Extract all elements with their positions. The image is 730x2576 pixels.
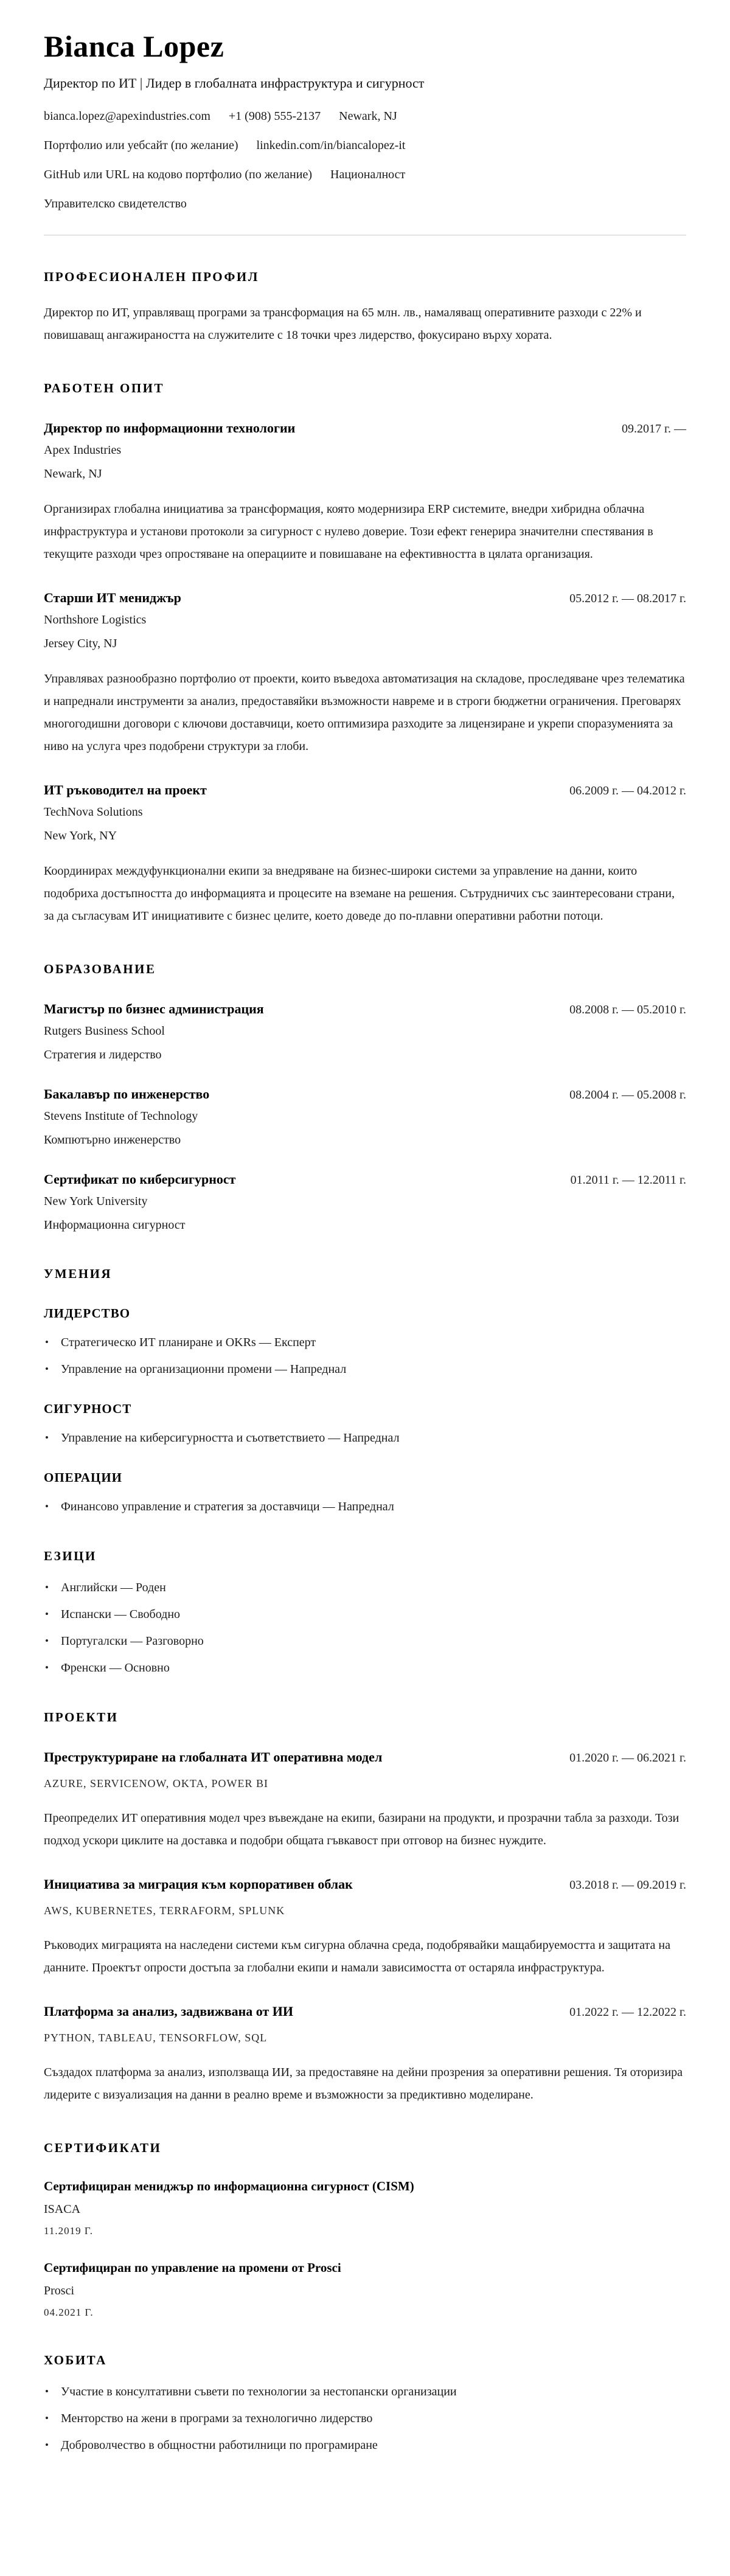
- section-experience: [44, 381, 686, 928]
- education-dates: 01.2011 г. — 12.2011 г.: [570, 1173, 686, 1187]
- section-title-skills: УМЕНИЯ: [44, 1266, 113, 1281]
- certificate-date: 04.2021 Г.: [44, 2307, 94, 2318]
- hobby-item: • Участие в консултативни съвети по технологии за нестопански организации: [44, 2384, 686, 2400]
- contact-portfolio: Портфолио или уебсайт (по желание): [44, 139, 238, 152]
- hobby-item: • Доброволчество в общностни работилници по програмиране: [44, 2437, 686, 2453]
- project-tech: PYTHON, TABLEAU, TENSORFLOW, SQL: [44, 2032, 268, 2044]
- section-hobbies: [44, 2353, 686, 2453]
- job-location: New York, NY: [44, 829, 117, 842]
- job-company: Apex Industries: [44, 443, 122, 457]
- education-school: Stevens Institute of Technology: [44, 1109, 198, 1123]
- section-projects: [44, 1710, 686, 2106]
- job-header: [44, 420, 686, 436]
- section-title-languages: ЕЗИЦИ: [44, 1549, 97, 1563]
- contact-github: GitHub или URL на кодово портфолио (по желание): [44, 168, 312, 181]
- education-entry: [44, 1172, 686, 1232]
- section-title-hobbies: ХОБИТА: [44, 2353, 107, 2367]
- job-header: [44, 590, 686, 606]
- contact-info: [44, 108, 686, 212]
- skill-item: • Стратегическо ИТ планиране и OKRs — Експерт: [44, 1335, 686, 1350]
- contact-phone: +1 (908) 555-2137: [228, 109, 321, 123]
- job-company: TechNova Solutions: [44, 805, 143, 819]
- education-degree: Магистър по бизнес администрация: [44, 1001, 264, 1016]
- project-dates: 03.2018 г. — 09.2019 г.: [569, 1878, 686, 1892]
- job-title: ИТ ръководител на проект: [44, 782, 207, 797]
- contact-linkedin: linkedin.com/in/biancalopez-it: [256, 139, 406, 152]
- certificate-issuer: Prosci: [44, 2284, 74, 2297]
- education-dates: 08.2008 г. — 05.2010 г.: [569, 1003, 686, 1016]
- resume-header: [44, 29, 686, 212]
- skill-item: • Управление на организационни промени — Напреднал: [44, 1361, 686, 1377]
- project-dates: 01.2022 г. — 12.2022 г.: [569, 2005, 686, 2019]
- contact-license: Управителско свидетелство: [44, 197, 187, 210]
- education-degree: Сертификат по киберсигурност: [44, 1172, 236, 1187]
- job-dates: 05.2012 г. — 08.2017 г.: [569, 592, 686, 605]
- contact-nationality: Националност: [330, 168, 406, 181]
- education-entry: [44, 1086, 686, 1147]
- project-description: Преопределих ИТ оперативния модел чрез въвеждане на екипи, базирани на продукти, и прозрачни табла за разходи. Този подход ускори циклите на доставка и подобри общата гъвкавост при отговор на бизнес нуждите.: [44, 1811, 680, 1847]
- section-title-projects: ПРОЕКТИ: [44, 1710, 119, 1724]
- education-school: Rutgers Business School: [44, 1024, 165, 1038]
- certificate-issuer: ISACA: [44, 2203, 81, 2216]
- education-entry: [44, 1001, 686, 1062]
- project-header: [44, 2004, 686, 2019]
- project-name: Преструктуриране на глобалната ИТ оперативна модел: [44, 1749, 383, 1765]
- skill-group-title: СИГУРНОСТ: [44, 1401, 132, 1416]
- contact-row-3: [44, 167, 686, 182]
- language-item: • Френски — Основно: [44, 1660, 686, 1676]
- education-degree: Бакалавър по инженерство: [44, 1086, 210, 1102]
- section-profile: [44, 269, 686, 347]
- contact-location: Newark, NJ: [339, 109, 397, 123]
- job-location: Newark, NJ: [44, 467, 102, 481]
- section-certificates: [44, 2140, 686, 2319]
- resume-tagline: Директор по ИТ | Лидер в глобалната инфраструктура и сигурност: [44, 75, 425, 91]
- skill-item: • Финансово управление и стратегия за доставчици — Напреднал: [44, 1499, 686, 1515]
- section-languages: [44, 1549, 686, 1676]
- job-company: Northshore Logistics: [44, 613, 147, 627]
- skill-list: [44, 1335, 686, 1377]
- certificate-name: Сертифициран по управление на промени от Prosci: [44, 2260, 341, 2275]
- section-title-profile: ПРОФЕСИОНАЛЕН ПРОФИЛ: [44, 269, 259, 284]
- section-title-education: ОБРАЗОВАНИЕ: [44, 962, 156, 976]
- skill-group-title: ЛИДЕРСТВО: [44, 1306, 131, 1321]
- education-field: Информационна сигурност: [44, 1218, 186, 1232]
- job-title: Старши ИТ мениджър: [44, 590, 181, 605]
- language-item: • Португалски — Разговорно: [44, 1633, 686, 1649]
- skill-group-leadership: [44, 1306, 686, 1377]
- certificate-name: Сертифициран мениджър по информационна сигурност (CISM): [44, 2179, 414, 2193]
- profile-summary: Директор по ИТ, управляващ програми за трансформация на 65 млн. лв., намаляващ оперативните разходи с 22% и повишаващ ангажираността на служителите с 18 точки чрез лидерство, фокусирано върху хората.: [44, 306, 642, 342]
- job-entry: [44, 420, 686, 566]
- project-name: Инициатива за миграция към корпоративен облак: [44, 1876, 353, 1892]
- job-dates: 09.2017 г. —: [622, 422, 686, 436]
- education-field: Компютърно инженерство: [44, 1133, 181, 1147]
- resume-name: Bianca Lopez: [44, 29, 224, 63]
- certificate-entry: [44, 2179, 686, 2237]
- skill-group-security: [44, 1401, 686, 1446]
- skill-list: [44, 1499, 686, 1515]
- job-entry: [44, 782, 686, 928]
- section-skills: [44, 1266, 686, 1515]
- job-location: Jersey City, NJ: [44, 637, 117, 650]
- section-education: [44, 962, 686, 1232]
- language-list: [44, 1580, 686, 1676]
- job-entry: [44, 590, 686, 758]
- project-description: Създадох платформа за анализ, използваща ИИ, за предоставяне на дейни прозрения за оперативни решения. Тя оторизира лидерите с визуализация на данни в реално време и възможности за предиктивно моделиране.: [44, 2066, 683, 2102]
- certificate-entry: [44, 2260, 686, 2319]
- language-item: • Испански — Свободно: [44, 1606, 686, 1622]
- project-tech: AWS, KUBERNETES, TERRAFORM, SPLUNK: [44, 1904, 285, 1917]
- contact-row-2: [44, 137, 686, 153]
- job-description: Координирах междуфункционални екипи за внедряване на бизнес-широки системи за управление на данни, които подобриха достъпността до информацията и процесите на вземане на решения. Сътрудничих със заинтересовани страни, за да съгласувам ИТ инициативите с бизнес целите, което доведе до по-плавни оперативни работни потоци.: [44, 864, 675, 923]
- job-description: Организирах глобална инициатива за трансформация, която модернизира ERP системите, внедри хибридна облачна инфраструктура и установи протоколи за сигурност с нулево доверие. Този ефект генерира значителни спестявания в текущите разходи чрез опростяване на операциите и повишаване на ефективността в цялата организация.: [44, 502, 653, 561]
- education-header: [44, 1086, 686, 1102]
- project-entry: [44, 2004, 686, 2106]
- project-description: Ръководих миграцията на наследени системи към сигурна облачна среда, подобрявайки мащабируемостта и защитата на данните. Проектът опрости достъпа за глобални екипи и намали зависимостта от остаряла инфраструктура.: [44, 1939, 670, 1974]
- education-school: New York University: [44, 1195, 148, 1208]
- certificate-date: 11.2019 Г.: [44, 2225, 94, 2237]
- project-header: [44, 1876, 686, 1892]
- section-title-experience: РАБОТЕН ОПИТ: [44, 381, 164, 395]
- hobby-item: • Менторство на жени в програми за технологично лидерство: [44, 2411, 686, 2426]
- skill-group-title: ОПЕРАЦИИ: [44, 1470, 122, 1485]
- education-field: Стратегия и лидерство: [44, 1048, 162, 1061]
- hobby-list: [44, 2384, 686, 2453]
- education-header: [44, 1172, 686, 1187]
- project-dates: 01.2020 г. — 06.2021 г.: [569, 1751, 686, 1765]
- skill-group-operations: [44, 1470, 686, 1515]
- job-header: [44, 782, 686, 798]
- skill-item: • Управление на киберсигурността и съответствието — Напреднал: [44, 1430, 686, 1446]
- job-description: Управлявах разнообразно портфолио от проекти, които въведоха автоматизация на складове, проследяване чрез телематика и напреднали инструменти за анализ, предоставяйки възможности навреме и в строги бюджетни ограничения. Преговарях многогодишни договори с ключови доставчици, което оптимизира разходите за лицензиране и укрепи споразуменията за ниво на услуга чрез подобрени структури за глоби.: [44, 672, 685, 753]
- contact-email: bianca.lopez@apexindustries.com: [44, 109, 210, 123]
- contact-row-4: [44, 196, 686, 212]
- contact-row-1: [44, 108, 686, 124]
- education-dates: 08.2004 г. — 05.2008 г.: [569, 1088, 686, 1102]
- project-entry: [44, 1749, 686, 1852]
- project-entry: [44, 1876, 686, 1979]
- project-name: Платформа за анализ, задвижвана от ИИ: [44, 2004, 293, 2019]
- project-header: [44, 1749, 686, 1765]
- project-tech: AZURE, SERVICENOW, OKTA, POWER BI: [44, 1777, 268, 1790]
- job-dates: 06.2009 г. — 04.2012 г.: [569, 784, 686, 797]
- education-header: [44, 1001, 686, 1017]
- skill-list: [44, 1430, 686, 1446]
- job-title: Директор по информационни технологии: [44, 420, 296, 436]
- section-title-certificates: СЕРТИФИКАТИ: [44, 2140, 162, 2155]
- language-item: • Английски — Роден: [44, 1580, 686, 1595]
